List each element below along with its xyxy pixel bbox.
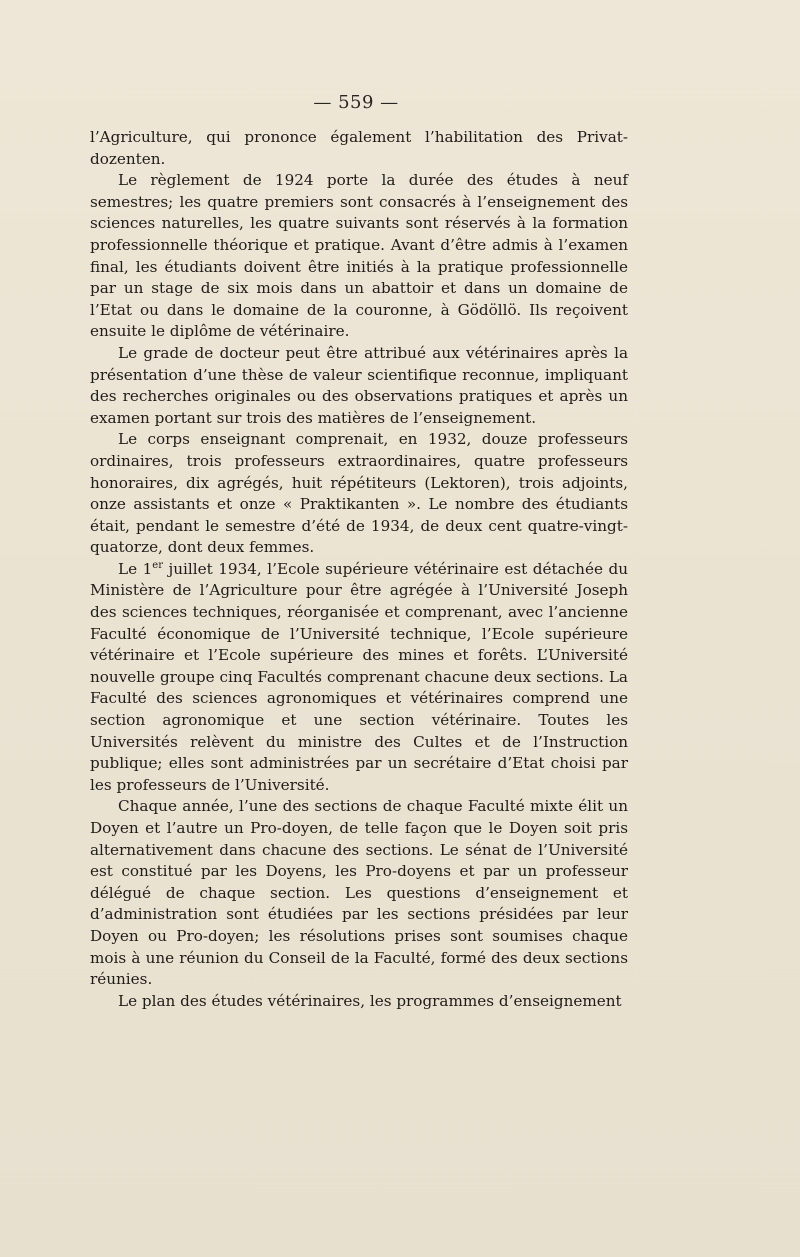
paragraph-rest: juillet 1934, l’Ecole supérieure vétérinaire est détachée du Ministère de l’Agriculture pour être agrégée à l’Université Joseph des sciences techniques, réorganisée et comprenant, avec l’ancienne Faculté économique de l’Université technique, l’Ecole supérieure vétérinaire et l’Ecole supérieure des mines et forêts. L’Université nouvelle groupe cinq Facultés comprenant chacune deux sections. La Faculté des sciences agronomiques et vétérinaires comprend une section agronomique et une section vétérinaire. Toutes les Universités relèvent du ministre des Cultes et de l’Instruction publique; elles sont administrées par un secrétaire d’Etat choisi par les professeurs de l’Université.	[90, 559, 628, 794]
paragraph: l’Agriculture, qui prononce également l’habilitation des Privat-dozenten.	[90, 128, 628, 168]
paragraph-start: Le 1	[118, 559, 153, 578]
paragraph: Chaque année, l’une des sections de chaque Faculté mixte élit un Doyen et l’autre un Pro-doyen, de telle façon que le Doyen soit pris alternativement dans chacune des sections. Le sénat de l’Université est constitué par les Doyens, les Pro-doyens et par un professeur délégué de chaque section. Les questions d’enseignement et d’administration sont étudiées par les sections présidées par leur Doyen ou Pro-doyen; les résolutions prises sont soumises chaque mois à une réunion du Conseil de la Faculté, formé des deux sections réunies.	[90, 797, 628, 989]
body-text	[90, 127, 628, 1012]
paragraph: Le corps enseignant comprenait, en 1932, douze professeurs ordinaires, trois professeurs extraordinaires, quatre professeurs honoraires, dix agrégés, huit répétiteurs (Lektoren), trois adjoints, onze assistants et onze « Praktikanten ». Le nombre des étudiants était, pendant le semestre d’été de 1934, de deux cent quatre-vingt-quatorze, dont deux femmes.	[90, 430, 628, 557]
paragraph: Le grade de docteur peut être attribué aux vétérinaires après la présentation d’une thèse de valeur scientifique reconnue, impliquant des recherches originales ou des observations pratiques et après un examen portant sur trois des matières de l’enseignement.	[90, 343, 628, 427]
paragraph: Le plan des études vétérinaires, les programmes d’enseignement	[118, 991, 622, 1010]
page-number: — 559 —	[313, 92, 399, 113]
ordinal-superscript: er	[152, 559, 163, 571]
paragraph: Le règlement de 1924 porte la durée des études à neuf semestres; les quatre premiers sont consacrés à l’enseignement des sciences naturelles, les quatre suivants sont réservés à la formation professionnelle théorique et pratique. Avant d’être admis à l’examen final, les étudiants doivent être initiés à la pratique professionnelle par un stage de six mois dans un abattoir et dans un domaine de l’Etat ou dans le domaine de la couronne, à Gödöllö. Ils reçoivent ensuite le diplôme de vétérinaire.	[90, 171, 628, 341]
paragraph	[90, 559, 628, 797]
